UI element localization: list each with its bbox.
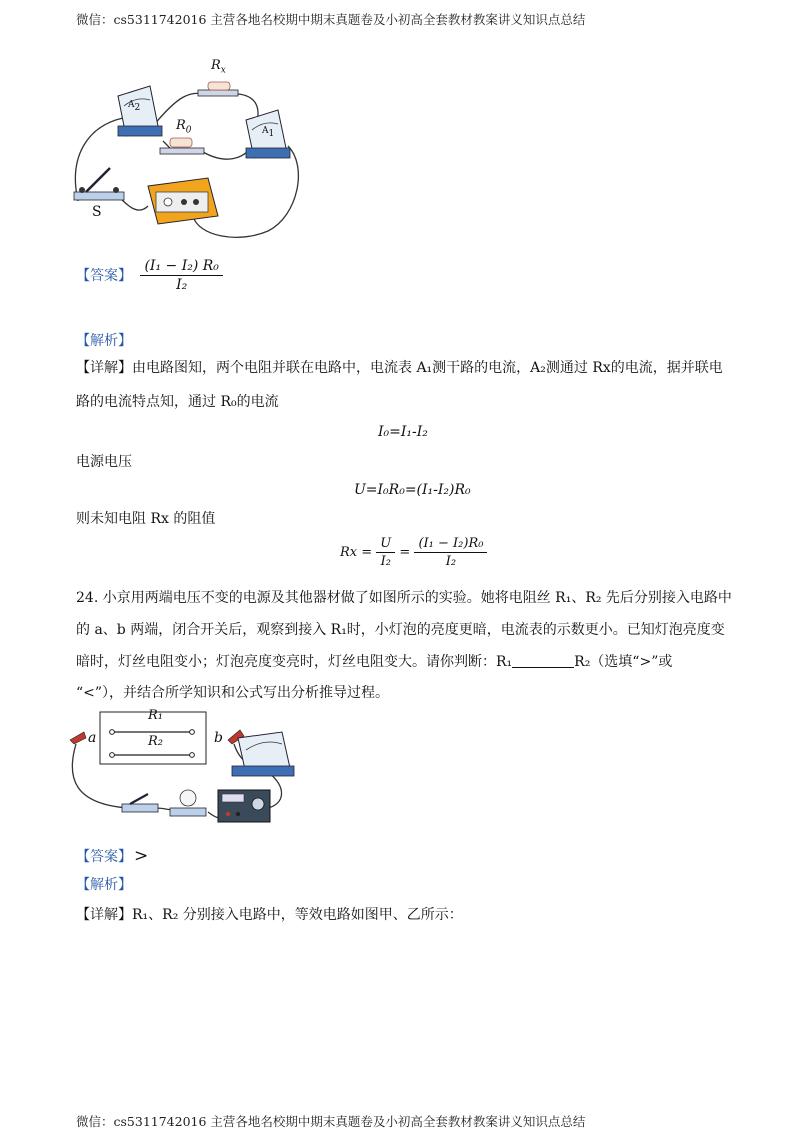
- detail-1-line-2: 路的电流特点知，通过 R₀的电流: [76, 394, 279, 410]
- equation-rx-f2-num: (I₁ − I₂)R₀: [414, 536, 487, 553]
- label-a2-sub: 2: [134, 102, 141, 113]
- equation-rx: [340, 536, 487, 569]
- label-a: a: [88, 730, 97, 746]
- equation-rx-fraction-2: [414, 536, 487, 569]
- label-r0: [176, 118, 192, 136]
- switch-s: [74, 168, 124, 200]
- answer-2: [76, 845, 148, 868]
- answer-1-fraction: [140, 258, 222, 293]
- label-rx-text: R: [211, 58, 221, 73]
- detail-1-line-4: 则未知电阻 Rx 的阻值: [76, 511, 216, 527]
- equation-i0: I₀=I₁-I₂: [378, 424, 428, 440]
- resistor-rx: [198, 82, 238, 96]
- question-24-line-2: 的 a、b 两端，闭合开关后，观察到接入 R₁时，小灯泡的亮度更暗，电流表的示数更小。已知灯泡亮度变: [76, 622, 725, 638]
- resistor-r0: [160, 138, 204, 154]
- answer-blank[interactable]: [512, 653, 574, 668]
- label-r0-text: R: [176, 118, 186, 133]
- equation-rx-f1-den: I₂: [380, 554, 391, 569]
- page-header: 微信：cs5311742016 主营各地名校期中期末真题卷及小初高全套教材教案讲义知识点总结: [76, 12, 586, 27]
- question-24-line-4: “<”），并结合所学知识和公式写出分析推导过程。: [76, 685, 390, 701]
- detail-1-line-1: 【详解】由电路图知，两个电阻并联在电路中，电流表 A₁测干路的电流，A₂测通过 Rx的电流，据并联电: [76, 360, 723, 376]
- wire: [203, 151, 248, 159]
- answer-1: [76, 258, 223, 293]
- label-r1: R₁: [148, 708, 163, 723]
- equation-rx-f2-den: I₂: [445, 554, 457, 569]
- answer-2-value: >: [134, 846, 149, 866]
- light-bulb: [170, 790, 206, 816]
- detail-1-line-3: 电源电压: [76, 454, 132, 470]
- power-supply: [148, 178, 218, 224]
- label-a1-text: A: [262, 126, 269, 136]
- answer-1-numerator: (I₁ − I₂) R₀: [140, 258, 222, 276]
- equation-u: U=I₀R₀=(I₁-I₂)R₀: [354, 482, 471, 498]
- question-24-line-1: 24. 小京用两端电压不变的电源及其他器材做了如图所示的实验。她将电阻丝 R₁、R₂ 先后分别接入电路中: [76, 590, 732, 606]
- ammeter: [232, 732, 294, 776]
- label-a1: [262, 126, 274, 139]
- circuit-figure-1: [68, 56, 308, 246]
- label-a2-text: A: [128, 100, 135, 110]
- question-24-line-3-after: R₂（选填“>”或: [574, 654, 673, 670]
- analysis-label-2: 【解析】: [76, 877, 132, 893]
- question-24-line-3: [76, 651, 672, 673]
- answer-1-label: 【答案】: [76, 267, 132, 284]
- label-rx-sub: x: [220, 65, 226, 76]
- detail-2-line-1: 【详解】R₁、R₂ 分别接入电路中，等效电路如图甲、乙所示：: [76, 907, 463, 923]
- label-a2: [128, 100, 140, 113]
- answer-2-label: 【答案】: [76, 849, 132, 865]
- switch: [122, 794, 158, 812]
- analysis-label-1: 【解析】: [76, 333, 132, 349]
- question-24-line-3-text: 暗时，灯丝电阻变小；灯泡亮度变亮时，灯丝电阻变大。请你判断：R₁: [76, 654, 513, 670]
- clip-a: [70, 732, 86, 744]
- equation-rx-f1-num: U: [376, 536, 395, 553]
- label-s: S: [92, 204, 102, 220]
- label-b: b: [214, 730, 223, 746]
- page-footer: 微信：cs5311742016 主营各地名校期中期末真题卷及小初高全套教材教案讲义知识点总结: [76, 1114, 586, 1129]
- label-r2: R₂: [148, 734, 163, 749]
- label-a1-sub: 1: [268, 128, 275, 139]
- power-supply: [218, 790, 270, 822]
- equation-rx-equals: =: [399, 545, 411, 560]
- label-r0-sub: 0: [185, 125, 192, 136]
- answer-1-denominator: I₂: [176, 277, 188, 293]
- equation-rx-lhs: Rx =: [340, 545, 373, 560]
- equation-rx-fraction-1: [376, 536, 395, 569]
- label-rx: [211, 58, 226, 76]
- circuit-figure-2: [68, 708, 298, 832]
